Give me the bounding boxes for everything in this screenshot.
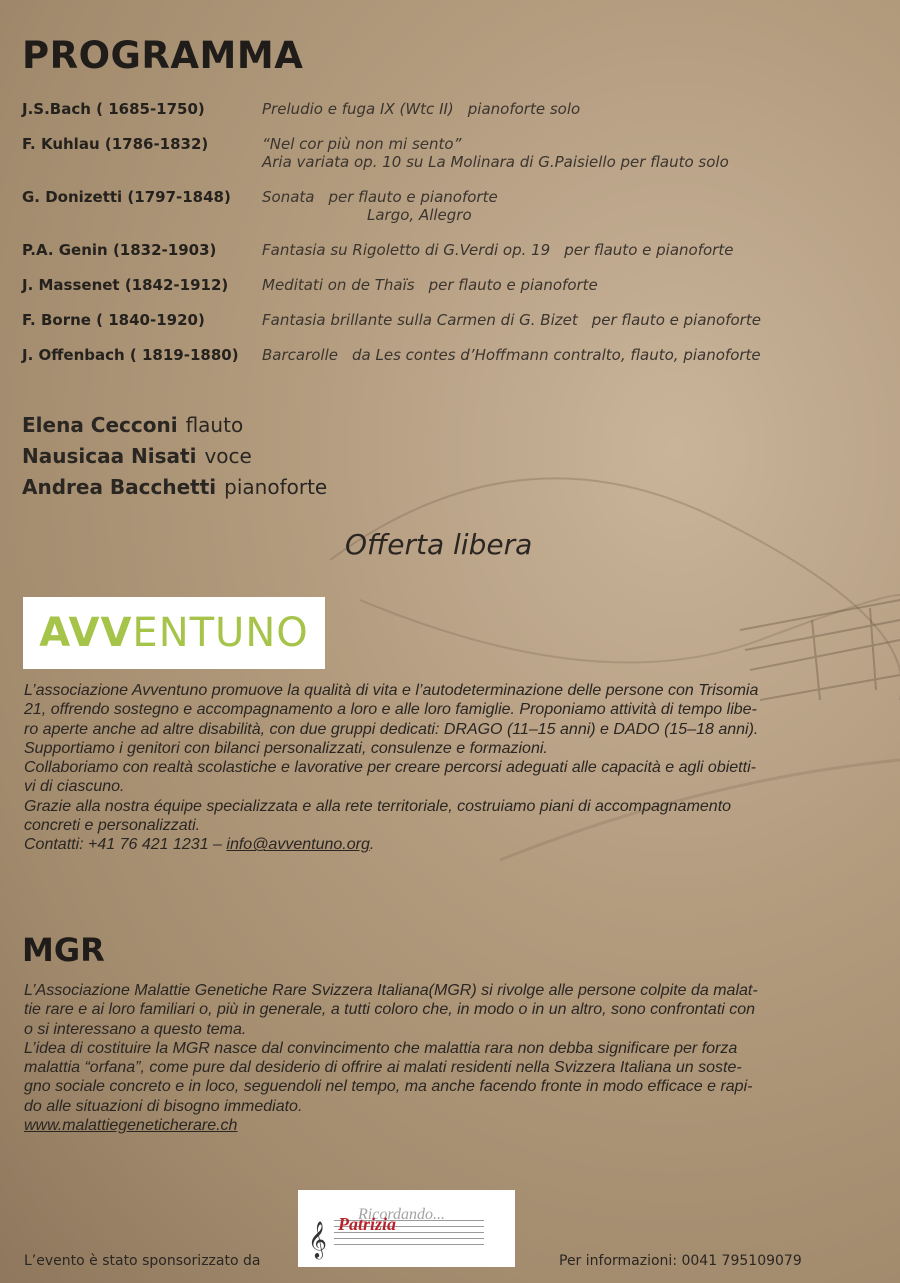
sponsor-logo-top: Ricordando... bbox=[358, 1206, 445, 1223]
page-title: PROGRAMMA bbox=[22, 34, 304, 77]
performer-role: flauto bbox=[185, 413, 244, 437]
program-row bbox=[22, 188, 882, 224]
text-line: Supportiamo i genitori con bilanci personalizzati, consulenze e formazioni. bbox=[24, 739, 548, 757]
performer bbox=[22, 410, 327, 441]
performer bbox=[22, 441, 327, 472]
work-title: “Nel cor più non mi sento” Aria variata op. 10 su La Molinara di G.Paisiello per flauto solo bbox=[262, 135, 729, 171]
work-title: Barcarolle da Les contes d’Hoffmann contralto, flauto, pianoforte bbox=[262, 346, 761, 364]
program-row bbox=[22, 135, 882, 171]
performer-name: Elena Cecconi bbox=[22, 413, 178, 437]
info-phone: Per informazioni: 0041 795109079 bbox=[559, 1253, 802, 1269]
email-link[interactable]: info@avventuno.org bbox=[226, 836, 370, 854]
logo-part-1: AVV bbox=[39, 610, 133, 656]
avventuno-logo bbox=[23, 597, 325, 669]
work-title: Preludio e fuga IX (Wtc II) pianoforte solo bbox=[262, 100, 581, 118]
text-line: Collaboriamo con realtà scolastiche e lavorative per creare percorsi adeguati alle capacità e agli obietti- bbox=[24, 759, 756, 777]
text-line: gno sociale concreto e in loco, seguendoli nel tempo, ma anche facendo fronte in modo efficace e rapi- bbox=[24, 1078, 753, 1096]
work-title: Meditati on de Thaïs per flauto e pianoforte bbox=[262, 276, 598, 294]
composer-name: J. Massenet (1842-1912) bbox=[22, 276, 229, 294]
text-line: L’Associazione Malattie Genetiche Rare Svizzera Italiana(MGR) si rivolge alle persone colpite da malat- bbox=[24, 982, 758, 999]
text-line: L’associazione Avventuno promuove la qualità di vita e l’autodeterminazione delle persone con Trisomia bbox=[24, 682, 759, 699]
program-row bbox=[22, 241, 882, 259]
mgr-description bbox=[24, 981, 884, 1135]
composer-name: F. Borne ( 1840-1920) bbox=[22, 311, 205, 329]
work-title: Fantasia su Rigoletto di G.Verdi op. 19 per flauto e pianoforte bbox=[262, 241, 734, 259]
text-line: malattia “orfana”, come pure dal desiderio di offrire ai malati residenti nella Svizzera Italiana un soste- bbox=[24, 1059, 742, 1077]
work-title: Sonata per flauto e pianoforte Largo, Allegro bbox=[262, 188, 498, 224]
performer-name: Nausicaa Nisati bbox=[22, 444, 197, 468]
text-line: do alle situazioni di bisogno immediato. bbox=[24, 1097, 303, 1115]
mgr-title: MGR bbox=[22, 931, 105, 969]
composer-name: J.S.Bach ( 1685-1750) bbox=[22, 100, 205, 118]
program-row bbox=[22, 100, 882, 118]
program-list bbox=[22, 100, 882, 381]
text-line: tie rare e ai loro familiari o, più in generale, a tutti coloro che, in modo o in un altro, sono confrontati con bbox=[24, 1001, 756, 1019]
performer-role: voce bbox=[204, 444, 252, 468]
performer-name: Andrea Bacchetti bbox=[22, 475, 217, 499]
performer-role: pianoforte bbox=[224, 475, 328, 499]
text-line: L’idea di costituire la MGR nasce dal convincimento che malattia rara non debba significare per forza bbox=[24, 1039, 738, 1057]
sponsor-logo bbox=[298, 1190, 515, 1267]
text-line: vi di ciascuno. bbox=[24, 778, 125, 796]
performer bbox=[22, 472, 327, 503]
composer-name: J. Offenbach ( 1819-1880) bbox=[22, 346, 239, 364]
program-row bbox=[22, 311, 882, 329]
work-title: Fantasia brillante sulla Carmen di G. Bizet per flauto e pianoforte bbox=[262, 311, 761, 329]
text-line: Grazie alla nostra équipe specializzata e alla rete territoriale, costruiamo piani di accompagnamento bbox=[24, 797, 732, 815]
performers-list bbox=[22, 410, 327, 503]
avventuno-description bbox=[24, 681, 884, 855]
program-row bbox=[22, 276, 882, 294]
sponsor-logo-main: Patrizia bbox=[338, 1214, 397, 1234]
mgr-website-link[interactable]: www.malattiegeneticherare.ch bbox=[24, 1117, 238, 1135]
treble-clef-icon: 𝄞 bbox=[308, 1220, 327, 1258]
offerta-label: Offerta libera bbox=[345, 528, 533, 561]
composer-name: G. Donizetti (1797-1848) bbox=[22, 188, 231, 206]
composer-name: P.A. Genin (1832-1903) bbox=[22, 241, 217, 259]
composer-name: F. Kuhlau (1786-1832) bbox=[22, 135, 209, 153]
text-line: concreti e personalizzati. bbox=[24, 817, 201, 835]
avventuno-contact: Contatti: +41 76 421 1231 – info@avventuno.org. bbox=[24, 836, 375, 854]
program-row bbox=[22, 346, 882, 364]
sponsor-text: L’evento è stato sponsorizzato da bbox=[24, 1253, 261, 1269]
text-line: ro aperte anche ad altre disabilità, con due gruppi dedicati: DRAGO (11–15 anni) e DADO (15–18 anni). bbox=[24, 720, 759, 738]
text-line: 21, offrendo sostegno e accompagnamento a loro e alle loro famiglie. Proponiamo attività di tempo libe- bbox=[24, 701, 757, 719]
text-line: o si interessano a questo tema. bbox=[24, 1020, 247, 1038]
logo-part-2: ENTUNO bbox=[132, 610, 309, 656]
